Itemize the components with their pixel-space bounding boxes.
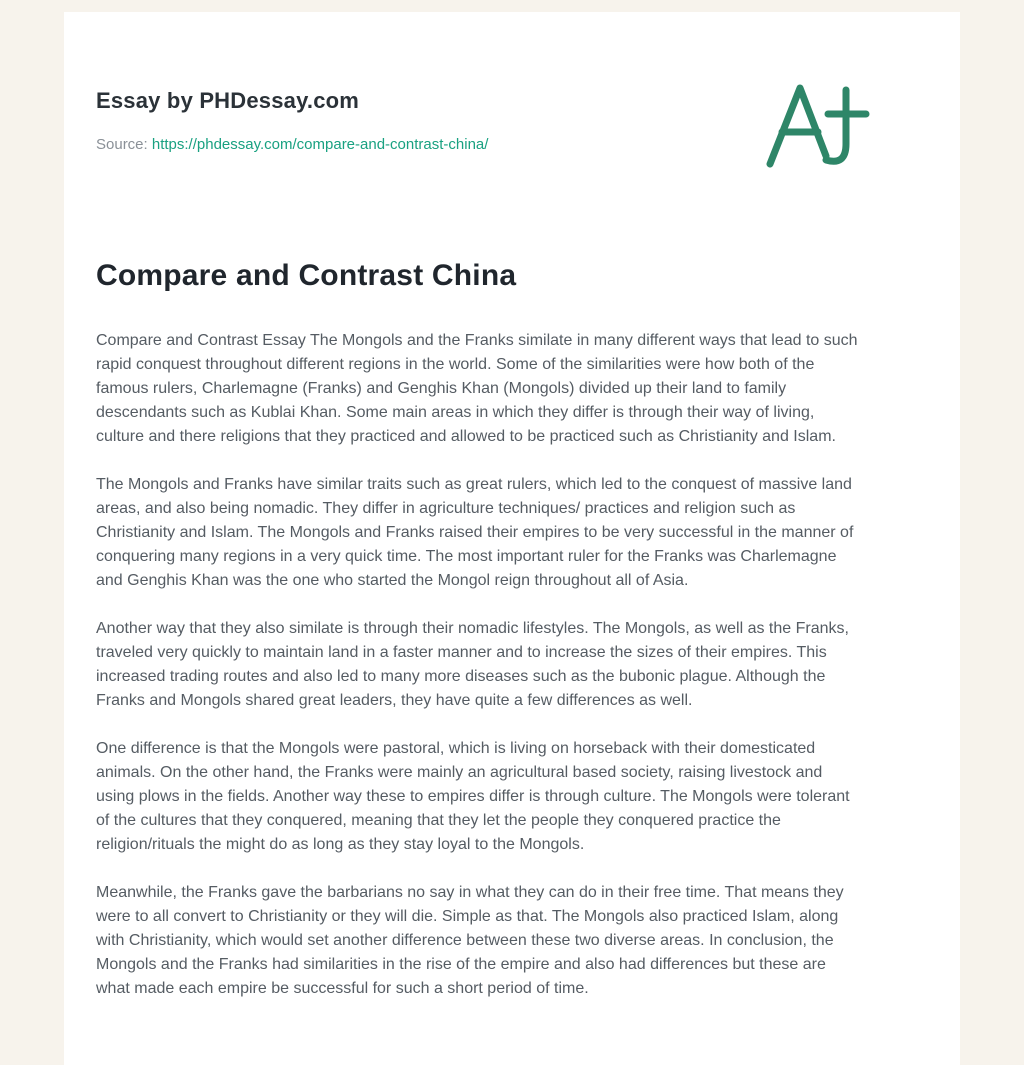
source-line bbox=[96, 136, 488, 153]
document-header bbox=[96, 76, 864, 171]
a-plus-logo-icon bbox=[762, 76, 872, 171]
paragraph-5: Meanwhile, the Franks gave the barbarians no say in what they can do in their free time. That means they were to all convert to Christianity or they will die. Simple as that. The Mongols also practiced Islam, along with Christianity, which would set another difference between these two diverse areas. In conclusion, the Mongols and the Franks had similarities in the rise of the empire and also had differences but these are what made each empire be successful for such a short period of time. bbox=[96, 884, 844, 997]
page-title: Compare and Contrast China bbox=[96, 259, 517, 292]
paragraph-4: One difference is that the Mongols were pastoral, which is living on horseback with their domesticated animals. On the other hand, the Franks were mainly an agricultural based society, raising livestock and using plows in the fields. Another way these to empires differ is through culture. The Mongols were tolerant of the cultures that they conquered, meaning that they let the people they conquered practice the religion/rituals the might do as long as they stay loyal to the Mongols. bbox=[96, 740, 850, 853]
paragraph-2: The Mongols and Franks have similar traits such as great rulers, which led to the conquest of massive land areas, and also being nomadic. They differ in agriculture techniques/ practices and religion such as Christianity and Islam. The Mongols and Franks raised their empires to be very successful in the manner of conquering many regions in a very quick time. The most important ruler for the Franks was Charlemagne and Genghis Khan was the one who started the Mongol reign throughout all of Asia. bbox=[96, 476, 854, 589]
paragraph-1: Compare and Contrast Essay The Mongols and the Franks similate in many different ways that lead to such rapid conquest throughout different regions in the world. Some of the similarities were how both of the famous rulers, Charlemagne (Franks) and Genghis Khan (Mongols) divided up their land to family descendants such as Kublai Khan. Some main areas in which they differ is through their way of living, culture and there religions that they practiced and allowed to be practiced such as Christianity and Islam. bbox=[96, 332, 858, 445]
document-card bbox=[64, 12, 960, 1065]
brand-title: Essay by PHDessay.com bbox=[96, 88, 360, 113]
source-label: Source: bbox=[96, 136, 152, 153]
paragraph-3: Another way that they also similate is through their nomadic lifestyles. The Mongols, as well as the Franks, traveled very quickly to maintain land in a faster manner and to increase the sizes of their empires. This increased trading routes and also led to many more diseases such as the bubonic plague. Although the Franks and Mongols shared great leaders, they have quite a few differences as well. bbox=[96, 620, 849, 709]
source-url-link[interactable]: https://phdessay.com/compare-and-contrast-china/ bbox=[151, 136, 489, 153]
phdessay-a-plus-logo bbox=[762, 76, 872, 171]
article-body bbox=[96, 329, 864, 1001]
